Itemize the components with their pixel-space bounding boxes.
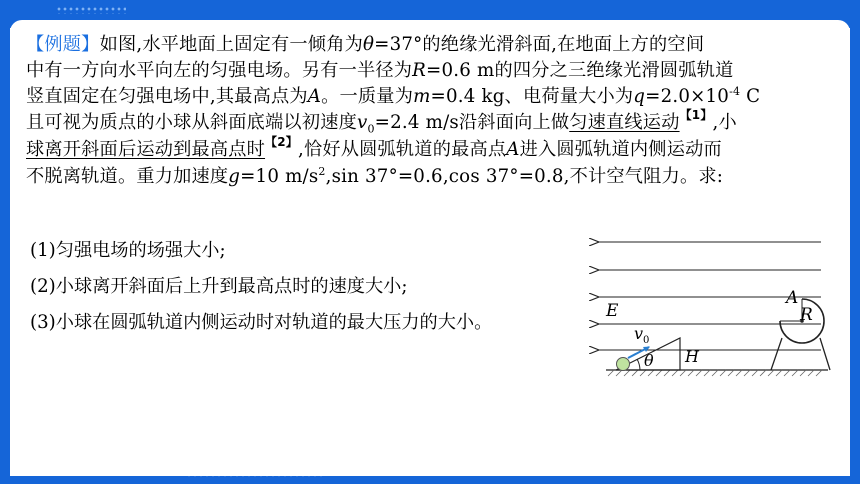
problem-line-3: 竖直固定在匀强电场中,其最高点为A。一质量为m=0.4 kg、电荷量大小为$q=2.0\times 10^{-4}$ C <box>26 84 761 107</box>
problem-line-1: 【例题】如图,水平地面上固定有一倾角为θ=37°的绝缘光滑斜面,在地面上方的空间 <box>26 34 705 55</box>
label-theta: θ <box>644 351 654 370</box>
problem-line-5: 球离开斜面后运动到最高点时【2】,恰好从圆弧轨道的最高点A进入圆弧轨道内侧运动而 <box>26 137 816 164</box>
problem-line-2: 中有一方向水平向左的匀强电场。另有一半径为R=0.6 m的四分之三绝缘光滑圆弧轨道 <box>26 60 734 81</box>
ground-hatch <box>608 370 822 376</box>
right-border <box>850 0 860 484</box>
decorative-dots <box>56 6 126 14</box>
example-tag: 【例题】 <box>26 34 100 55</box>
support-left <box>771 338 782 370</box>
note-marker-1[interactable]: 【1】 <box>679 108 713 122</box>
slide-card <box>10 20 850 476</box>
label-v0-sub: 0 <box>643 335 650 346</box>
underline-highest-point: 球离开斜面后运动到最高点时 <box>26 139 266 160</box>
note-marker-2[interactable]: 【2】 <box>265 135 298 149</box>
underline-uniform-motion: 匀速直线运动 <box>569 112 680 133</box>
problem-statement <box>26 32 816 190</box>
support-right <box>820 338 830 370</box>
label-E: E <box>606 301 619 321</box>
problem-line-6: 不脱离轨道。重力加速度g=10 $m/s^2,\sin$ 37°=0.6,cos 37°=0.8,不计空气阻力。求: <box>26 164 724 187</box>
label-H: H <box>685 347 699 366</box>
question-2: (2)小球离开斜面后上升到最高点时的速度大小; <box>30 276 408 297</box>
label-A: A <box>786 288 799 308</box>
question-3: (3)小球在圆弧轨道内侧运动时对轨道的最大压力的大小。 <box>30 312 493 333</box>
label-R: R <box>800 305 813 325</box>
physics-diagram <box>576 228 836 378</box>
bottom-border <box>0 476 860 484</box>
question-1: (1)匀强电场的场强大小; <box>30 240 226 261</box>
label-v0: v <box>634 324 644 343</box>
left-border <box>0 0 10 484</box>
problem-line-4: 且可视为质点的小球从斜面底端以初速度$v_0=2.4$ m/s沿斜面向上做匀速直线运动【1】,小 <box>26 110 816 137</box>
angle-arc <box>637 359 640 370</box>
ball <box>617 358 630 371</box>
